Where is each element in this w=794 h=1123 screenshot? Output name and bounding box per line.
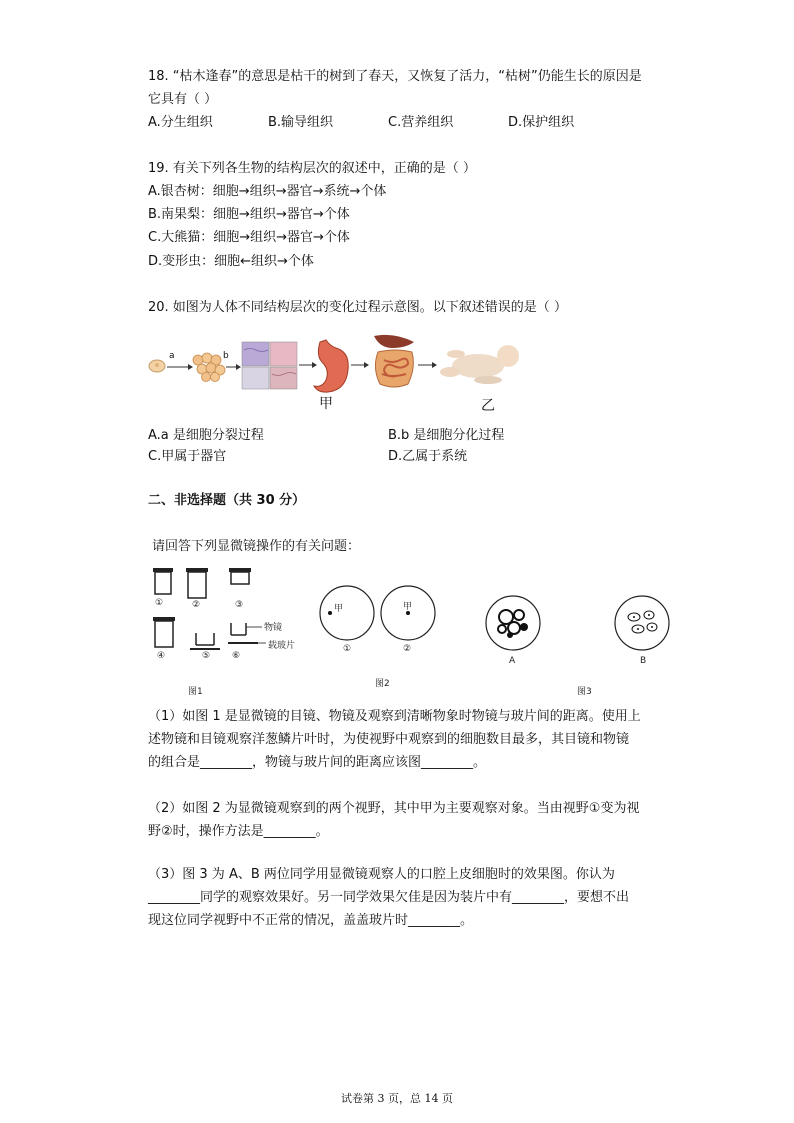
fig1-slide-label: 载玻片 [268, 641, 296, 651]
fig2-mark-2: 甲 [403, 602, 413, 612]
fig1-lenses [148, 565, 278, 660]
objective-distance-6-icon [228, 623, 266, 643]
q18-stem-line1: 18. “枯木逢春”的意思是枯干的树到了春天，又恢复了活力，“枯树”仍能生长的原因是 [148, 69, 642, 84]
digestive-system-icon [374, 335, 414, 387]
fig3-label-a: A [509, 656, 516, 666]
q19-stem: 19. 有关下列各生物的结构层次的叙述中，正确的是（ ） [148, 161, 476, 176]
q3-line3[interactable]: 现这位同学视野中不正常的情况，盖盖玻片时________。 [148, 913, 474, 928]
q20-label-b: b [223, 351, 229, 361]
fig3-label-b: B [640, 656, 647, 666]
eyepiece-1-icon [153, 568, 173, 594]
baby-icon [440, 345, 519, 384]
q2-line1: （2）如图 2 为显微镜观察到的两个视野，其中甲为主要观察对象。当由视野①变为视 [148, 801, 640, 816]
q18-option-c[interactable]: C.营养组织 [388, 115, 454, 130]
fig1-caption: 图1 [188, 687, 203, 697]
tissue-samples-icon [242, 342, 297, 389]
section2-heading: 二、非选择题（共 30 分） [148, 493, 306, 508]
view-1-circle [320, 586, 374, 640]
q20-stem: 20. 如图为人体不同结构层次的变化过程示意图。以下叙述错误的是（ ） [148, 300, 567, 315]
q20-figure [148, 330, 528, 412]
arrow-to-body [418, 362, 437, 368]
q20-option-d[interactable]: D.乙属于系统 [388, 449, 468, 464]
q20-option-a[interactable]: A.a 是细胞分裂过程 [148, 428, 264, 443]
q20-label-a: a [169, 351, 175, 361]
fig1-label-1: ① [155, 598, 164, 608]
page-footer: 试卷第 3 页，总 14 页 [341, 1092, 453, 1105]
fig1-objective-label: 物镜 [264, 623, 283, 633]
fig2-view1-label: ① [343, 644, 352, 654]
fig2-view2-label: ② [403, 644, 412, 654]
section2-intro: 请回答下列显微镜操作的有关问题： [152, 539, 361, 554]
q19-option-b[interactable]: B.南果梨：细胞→组织→器官→个体 [148, 207, 350, 222]
q1-line3[interactable]: 的组合是________，物镜与玻片间的距离应该图________。 [148, 755, 487, 770]
objective-distance-5-icon [190, 633, 220, 649]
fig1-label-3: ③ [235, 600, 244, 610]
view-2-circle [381, 586, 435, 640]
q3-line2[interactable]: ________同学的观察效果好。另一同学效果欠佳是因为装片中有________，要想不出 [148, 890, 630, 905]
fig3-views [486, 595, 666, 655]
q20-label-jia: 甲 [319, 396, 333, 412]
fig1-label-6: ⑥ [232, 651, 241, 661]
q20-option-b[interactable]: B.b 是细胞分化过程 [388, 428, 505, 443]
q3-line1: （3）图 3 为 A、B 两位同学用显微镜观察人的口腔上皮细胞时的效果图。你认为 [148, 867, 615, 882]
q2-line2[interactable]: 野②时，操作方法是________。 [148, 824, 329, 839]
view-b-circle [615, 596, 669, 650]
q19-option-d[interactable]: D.变形虫：细胞←组织→个体 [148, 254, 314, 269]
cell-cluster-icon [193, 353, 225, 382]
eyepiece-3-icon [229, 568, 251, 584]
fig3-caption: 图3 [577, 687, 592, 697]
objective-4-icon [153, 617, 175, 647]
fig2-caption: 图2 [375, 679, 390, 689]
q19-option-c[interactable]: C.大熊猫：细胞→组织→器官→个体 [148, 230, 350, 245]
eyepiece-2-icon [186, 568, 208, 598]
q18-stem-line2: 它具有（ ） [148, 92, 218, 107]
fig1-label-4: ④ [157, 651, 166, 661]
q1-line2: 述物镜和目镜观察洋葱鳞片叶时，为使视野中观察到的细胞数目最多，其目镜和物镜 [148, 732, 630, 747]
q18-option-b[interactable]: B.输导组织 [268, 115, 334, 130]
q18-option-d[interactable]: D.保护组织 [508, 115, 575, 130]
stomach-icon [314, 340, 348, 392]
q20-label-yi: 乙 [481, 398, 495, 414]
arrow-to-system [351, 362, 369, 368]
fertilized-egg-icon [149, 360, 165, 372]
fig2-views [320, 585, 440, 645]
fig1-label-2: ② [192, 600, 201, 610]
q1-line1: （1）如图 1 是显微镜的目镜、物镜及观察到清晰物象时物镜与玻片间的距离。使用上 [148, 709, 641, 724]
q20-option-c[interactable]: C.甲属于器官 [148, 449, 227, 464]
q19-option-a[interactable]: A.银杏树：细胞→组织→器官→系统→个体 [148, 184, 387, 199]
fig1-label-5: ⑤ [202, 651, 211, 661]
arrow-to-organ [299, 362, 317, 368]
fig2-mark-1: 甲 [334, 604, 344, 614]
q18-option-a[interactable]: A.分生组织 [148, 115, 213, 130]
arrow-a [167, 364, 193, 370]
arrow-b [226, 364, 241, 370]
view-a-circle [486, 596, 540, 650]
